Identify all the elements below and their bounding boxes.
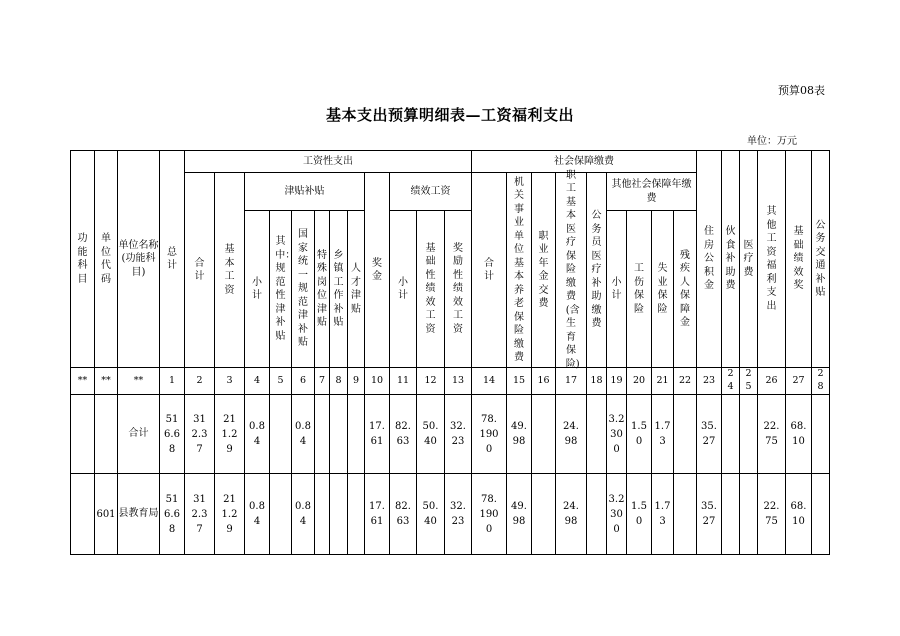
column-index-24 <box>652 368 674 395</box>
row-1-cell-18 <box>507 395 532 474</box>
column-header-2-text: 单位代码 <box>101 233 111 285</box>
column-index-29-text: 26 <box>765 374 778 386</box>
column-header-29-text: 其他工资福利支出 <box>766 206 777 312</box>
column-header-9-text: 国家统一规范津补贴 <box>298 229 308 349</box>
column-header-18-text: 机关事业单位基本养老保险缴费 <box>514 176 524 363</box>
column-header-21-text: 公务员医疗补助缴费 <box>591 210 602 330</box>
row-1-cell-22 <box>607 395 627 474</box>
row-2-cell-18 <box>507 474 532 555</box>
column-header-15-text: 基础性绩效工资 <box>425 242 436 335</box>
column-header-25-text: 残疾人保障金 <box>680 249 690 328</box>
row-2-cell-19 <box>532 474 556 555</box>
column-header-10 <box>315 211 330 368</box>
column-index-5 <box>185 368 215 395</box>
row-2-cell-22 <box>607 474 627 555</box>
column-header-30 <box>786 150 812 368</box>
column-index-7 <box>245 368 270 395</box>
row-2-cell-30 <box>786 474 812 555</box>
column-header-6 <box>215 173 245 368</box>
column-header-17 <box>472 173 507 368</box>
column-header-5-text: 合计 <box>194 257 205 282</box>
row-2-cell-13-text: 17.61 <box>369 501 385 527</box>
column-index-16 <box>445 368 472 395</box>
column-index-20 <box>556 368 587 395</box>
row-2-cell-8 <box>270 474 292 555</box>
row-1-cell-26 <box>697 395 722 474</box>
column-header-8-text: 其中：规范性津补贴 <box>275 236 296 342</box>
column-header-13 <box>365 173 390 368</box>
column-index-4 <box>160 368 185 395</box>
column-index-5-text: 2 <box>196 374 203 386</box>
group-header-social <box>472 150 697 173</box>
column-index-10-text: 7 <box>318 374 326 386</box>
group-header-social-text: 社会保障缴费 <box>554 155 614 167</box>
table-number-tag: 预算08表 <box>778 84 825 97</box>
row-1-cell-1 <box>70 395 95 474</box>
row-1-cell-20-text: 24.98 <box>563 421 579 447</box>
column-header-20 <box>556 169 587 370</box>
row-2-cell-4 <box>160 474 185 555</box>
row-1-cell-28 <box>740 395 758 474</box>
row-1-cell-20 <box>556 395 587 474</box>
column-header-16 <box>445 211 472 368</box>
column-index-30 <box>786 368 812 395</box>
column-index-27-text: 24 <box>727 368 734 392</box>
row-2-cell-24-text: 1.73 <box>654 501 671 527</box>
column-index-1-text: ** <box>77 374 88 386</box>
column-header-25 <box>674 211 697 368</box>
column-index-6 <box>215 368 245 395</box>
group-header-other-social <box>607 173 697 211</box>
column-header-4-text: 总计 <box>167 246 177 271</box>
column-header-11 <box>330 211 348 368</box>
row-1-cell-29-text: 22.75 <box>763 421 780 447</box>
row-2-cell-20-text: 24.98 <box>563 501 579 527</box>
column-header-2 <box>95 150 118 368</box>
column-index-12-text: 9 <box>352 374 360 386</box>
column-index-14 <box>390 368 417 395</box>
column-index-14-text: 11 <box>396 374 410 386</box>
column-header-19 <box>532 173 556 368</box>
column-header-29 <box>758 150 786 368</box>
group-header-allowance-text: 津贴补贴 <box>284 185 325 197</box>
column-index-18-text: 15 <box>512 374 526 386</box>
column-header-10-text: 特殊岗位津贴 <box>317 249 327 328</box>
row-2-cell-14-text: 82.63 <box>395 501 411 527</box>
row-1-cell-24 <box>652 395 674 474</box>
column-index-12 <box>348 368 365 395</box>
row-2-cell-3-text: 县教育局 <box>118 508 159 520</box>
column-index-3 <box>118 368 160 395</box>
column-header-13-text: 奖金 <box>372 257 382 282</box>
column-index-30-text: 27 <box>792 374 805 386</box>
group-header-other-social-text: 其他社会保障年缴费 <box>611 179 692 204</box>
row-1-cell-5 <box>185 395 215 474</box>
row-2-cell-6 <box>215 474 245 555</box>
column-header-23 <box>627 211 652 368</box>
row-1-cell-24-text: 1.73 <box>654 421 671 447</box>
row-1-cell-2 <box>95 395 118 474</box>
column-index-10 <box>315 368 330 395</box>
row-2-cell-20 <box>556 474 587 555</box>
column-header-1 <box>70 150 95 368</box>
column-header-31 <box>812 150 830 368</box>
row-1-cell-11 <box>330 395 348 474</box>
row-1-cell-15-text: 50.40 <box>422 421 439 447</box>
group-header-wage <box>185 150 472 173</box>
row-2-cell-21 <box>587 474 607 555</box>
column-header-21 <box>587 173 607 368</box>
group-header-wage-text: 工资性支出 <box>303 155 353 167</box>
row-1-cell-6-text: 211.29 <box>221 413 238 455</box>
row-2-cell-27 <box>722 474 740 555</box>
row-1-cell-12 <box>348 395 365 474</box>
row-1-cell-25 <box>674 395 697 474</box>
row-1-cell-4 <box>160 395 185 474</box>
column-header-28 <box>740 150 758 368</box>
column-header-22 <box>607 211 627 368</box>
column-index-26 <box>697 368 722 395</box>
column-header-6-text: 基本工资 <box>224 244 235 296</box>
column-header-12-text: 人才津贴 <box>351 263 361 315</box>
column-header-1-text: 功能科目 <box>77 233 88 285</box>
column-header-12 <box>348 211 365 368</box>
row-1-cell-18-text: 49.98 <box>511 421 527 447</box>
column-index-31 <box>812 368 830 395</box>
row-2-cell-29 <box>758 474 786 555</box>
column-index-21-text: 18 <box>590 374 603 386</box>
column-index-6-text: 3 <box>226 374 233 386</box>
column-header-14 <box>390 211 417 368</box>
row-1-cell-27 <box>722 395 740 474</box>
row-2-cell-7 <box>245 474 270 555</box>
group-header-merit <box>390 173 472 211</box>
column-index-13-text: 10 <box>370 374 384 386</box>
column-header-3-text: 单位名称(功能科目) <box>118 239 159 278</box>
row-2-cell-2-text: 601 <box>96 508 116 520</box>
column-index-11-text: 8 <box>335 374 342 386</box>
row-1-cell-6 <box>215 395 245 474</box>
row-1-cell-17 <box>472 395 507 474</box>
row-2-cell-22-text: 3.2300 <box>608 493 625 535</box>
column-index-2 <box>95 368 118 395</box>
row-1-cell-22-text: 3.2300 <box>608 413 625 455</box>
row-2-cell-6-text: 211.29 <box>221 493 238 535</box>
row-1-cell-30 <box>786 395 812 474</box>
row-2-cell-7-text: 0.84 <box>249 501 265 527</box>
row-1-cell-3-text: 合计 <box>128 428 149 440</box>
row-2-cell-5-text: 312.37 <box>191 493 208 535</box>
column-index-16-text: 13 <box>451 374 465 386</box>
column-header-28-text: 医疗费 <box>743 239 754 278</box>
column-index-18 <box>507 368 532 395</box>
column-header-4 <box>160 150 185 368</box>
row-1-cell-9 <box>292 395 315 474</box>
row-2-cell-29-text: 22.75 <box>763 501 780 527</box>
column-header-7 <box>245 211 270 368</box>
row-1-cell-16 <box>445 395 472 474</box>
row-1-cell-19 <box>532 395 556 474</box>
row-2-cell-13 <box>365 474 390 555</box>
column-header-9 <box>292 211 315 368</box>
row-2-cell-15 <box>417 474 445 555</box>
row-2-cell-16 <box>445 474 472 555</box>
column-index-19-text: 16 <box>537 374 550 386</box>
row-2-cell-2 <box>95 474 118 555</box>
row-1-cell-23-text: 1.50 <box>631 421 647 447</box>
column-header-24-text: 失业保险 <box>657 263 668 315</box>
column-index-27 <box>722 368 740 395</box>
row-2-cell-26 <box>697 474 722 555</box>
row-2-cell-18-text: 49.98 <box>511 501 527 527</box>
row-1-cell-14 <box>390 395 417 474</box>
row-2-cell-17-text: 78.1900 <box>479 493 499 535</box>
row-1-cell-26-text: 35.27 <box>701 421 717 447</box>
row-2-cell-1 <box>70 474 95 555</box>
column-index-17-text: 14 <box>482 374 496 386</box>
row-2-cell-10 <box>315 474 330 555</box>
column-index-29 <box>758 368 786 395</box>
column-header-18 <box>507 173 532 368</box>
row-2-cell-5 <box>185 474 215 555</box>
column-index-20-text: 17 <box>564 374 578 386</box>
row-2-cell-14 <box>390 474 417 555</box>
row-1-cell-30-text: 68.10 <box>790 421 807 447</box>
group-header-merit-text: 绩效工资 <box>410 185 451 197</box>
column-index-23-text: 20 <box>632 374 646 386</box>
column-header-27-text: 伙食补助费 <box>725 226 736 292</box>
row-1-cell-4-text: 516.68 <box>164 413 180 455</box>
column-header-26 <box>697 150 722 368</box>
column-header-19-text: 职业年金交费 <box>538 230 549 309</box>
column-index-2-text: ** <box>101 374 111 386</box>
column-index-23 <box>627 368 652 395</box>
row-2-cell-16-text: 32.23 <box>450 501 466 527</box>
row-2-cell-12 <box>348 474 365 555</box>
column-index-25 <box>674 368 697 395</box>
row-1-cell-17-text: 78.1900 <box>479 413 499 455</box>
column-header-22-text: 小计 <box>611 276 622 301</box>
column-index-26-text: 23 <box>702 374 716 386</box>
column-header-20-text: 职工基本医疗保险缴费(含生育保险) <box>565 169 580 370</box>
column-header-11-text: 乡镇工作补贴 <box>333 249 344 328</box>
column-index-13 <box>365 368 390 395</box>
column-index-19 <box>532 368 556 395</box>
row-2-cell-9 <box>292 474 315 555</box>
column-index-24-text: 21 <box>656 374 669 386</box>
column-header-30-text: 基础绩效奖 <box>793 226 804 292</box>
row-2-cell-30-text: 68.10 <box>790 501 807 527</box>
column-index-22 <box>607 368 627 395</box>
column-index-22-text: 19 <box>610 374 623 386</box>
row-1-cell-13-text: 17.61 <box>369 421 385 447</box>
unit-label: 单位：万元 <box>747 136 797 147</box>
row-1-cell-13 <box>365 395 390 474</box>
column-header-17-text: 合计 <box>484 257 494 282</box>
row-1-cell-3 <box>118 395 160 474</box>
column-index-7-text: 4 <box>253 374 261 386</box>
row-2-cell-3 <box>118 474 160 555</box>
column-index-28-text: 25 <box>745 368 752 392</box>
row-1-cell-8 <box>270 395 292 474</box>
row-2-cell-15-text: 50.40 <box>422 501 439 527</box>
column-index-25-text: 22 <box>678 374 692 386</box>
column-header-15 <box>417 211 445 368</box>
row-1-cell-10 <box>315 395 330 474</box>
row-1-cell-9-text: 0.84 <box>295 421 311 447</box>
column-header-24 <box>652 211 674 368</box>
row-1-cell-29 <box>758 395 786 474</box>
row-1-cell-31 <box>812 395 830 474</box>
row-1-cell-14-text: 82.63 <box>395 421 411 447</box>
column-index-11 <box>330 368 348 395</box>
row-2-cell-23 <box>627 474 652 555</box>
column-header-26-text: 住房公积金 <box>704 226 714 292</box>
column-index-9 <box>292 368 315 395</box>
page-title: 基本支出预算明细表—工资福利支出 <box>325 106 574 124</box>
column-index-15-text: 12 <box>424 374 437 386</box>
column-header-23-text: 工伤保险 <box>634 263 644 315</box>
row-1-cell-23 <box>627 395 652 474</box>
column-header-7-text: 小计 <box>252 276 262 301</box>
row-2-cell-24 <box>652 474 674 555</box>
column-index-8-text: 5 <box>277 374 284 386</box>
budget-table <box>70 150 830 555</box>
column-index-9-text: 6 <box>299 374 307 386</box>
row-1-cell-7-text: 0.84 <box>249 421 265 447</box>
row-1-cell-15 <box>417 395 445 474</box>
row-1-cell-16-text: 32.23 <box>450 421 466 447</box>
column-header-27 <box>722 150 740 368</box>
row-1-cell-7 <box>245 395 270 474</box>
column-header-3 <box>118 150 160 368</box>
column-index-31-text: 28 <box>817 368 824 392</box>
column-index-1 <box>70 368 95 395</box>
row-2-cell-4-text: 516.68 <box>164 493 180 535</box>
column-index-4-text: 1 <box>168 374 176 386</box>
column-header-8 <box>270 211 296 368</box>
column-header-16-text: 奖励性绩效工资 <box>453 242 463 335</box>
column-index-21 <box>587 368 607 395</box>
row-2-cell-23-text: 1.50 <box>631 501 647 527</box>
column-index-8 <box>270 368 292 395</box>
row-1-cell-21 <box>587 395 607 474</box>
column-index-17 <box>472 368 507 395</box>
column-index-15 <box>417 368 445 395</box>
group-header-allowance <box>245 173 365 211</box>
column-header-5 <box>185 173 215 368</box>
row-2-cell-26-text: 35.27 <box>701 501 717 527</box>
column-header-14-text: 小计 <box>398 276 408 301</box>
row-1-cell-5-text: 312.37 <box>191 413 208 455</box>
row-2-cell-11 <box>330 474 348 555</box>
row-2-cell-31 <box>812 474 830 555</box>
column-header-31-text: 公务交通补贴 <box>815 219 826 298</box>
row-2-cell-28 <box>740 474 758 555</box>
column-index-3-text: ** <box>133 374 144 386</box>
row-2-cell-17 <box>472 474 507 555</box>
column-index-28 <box>740 368 758 395</box>
row-2-cell-25 <box>674 474 697 555</box>
row-2-cell-9-text: 0.84 <box>295 501 311 527</box>
